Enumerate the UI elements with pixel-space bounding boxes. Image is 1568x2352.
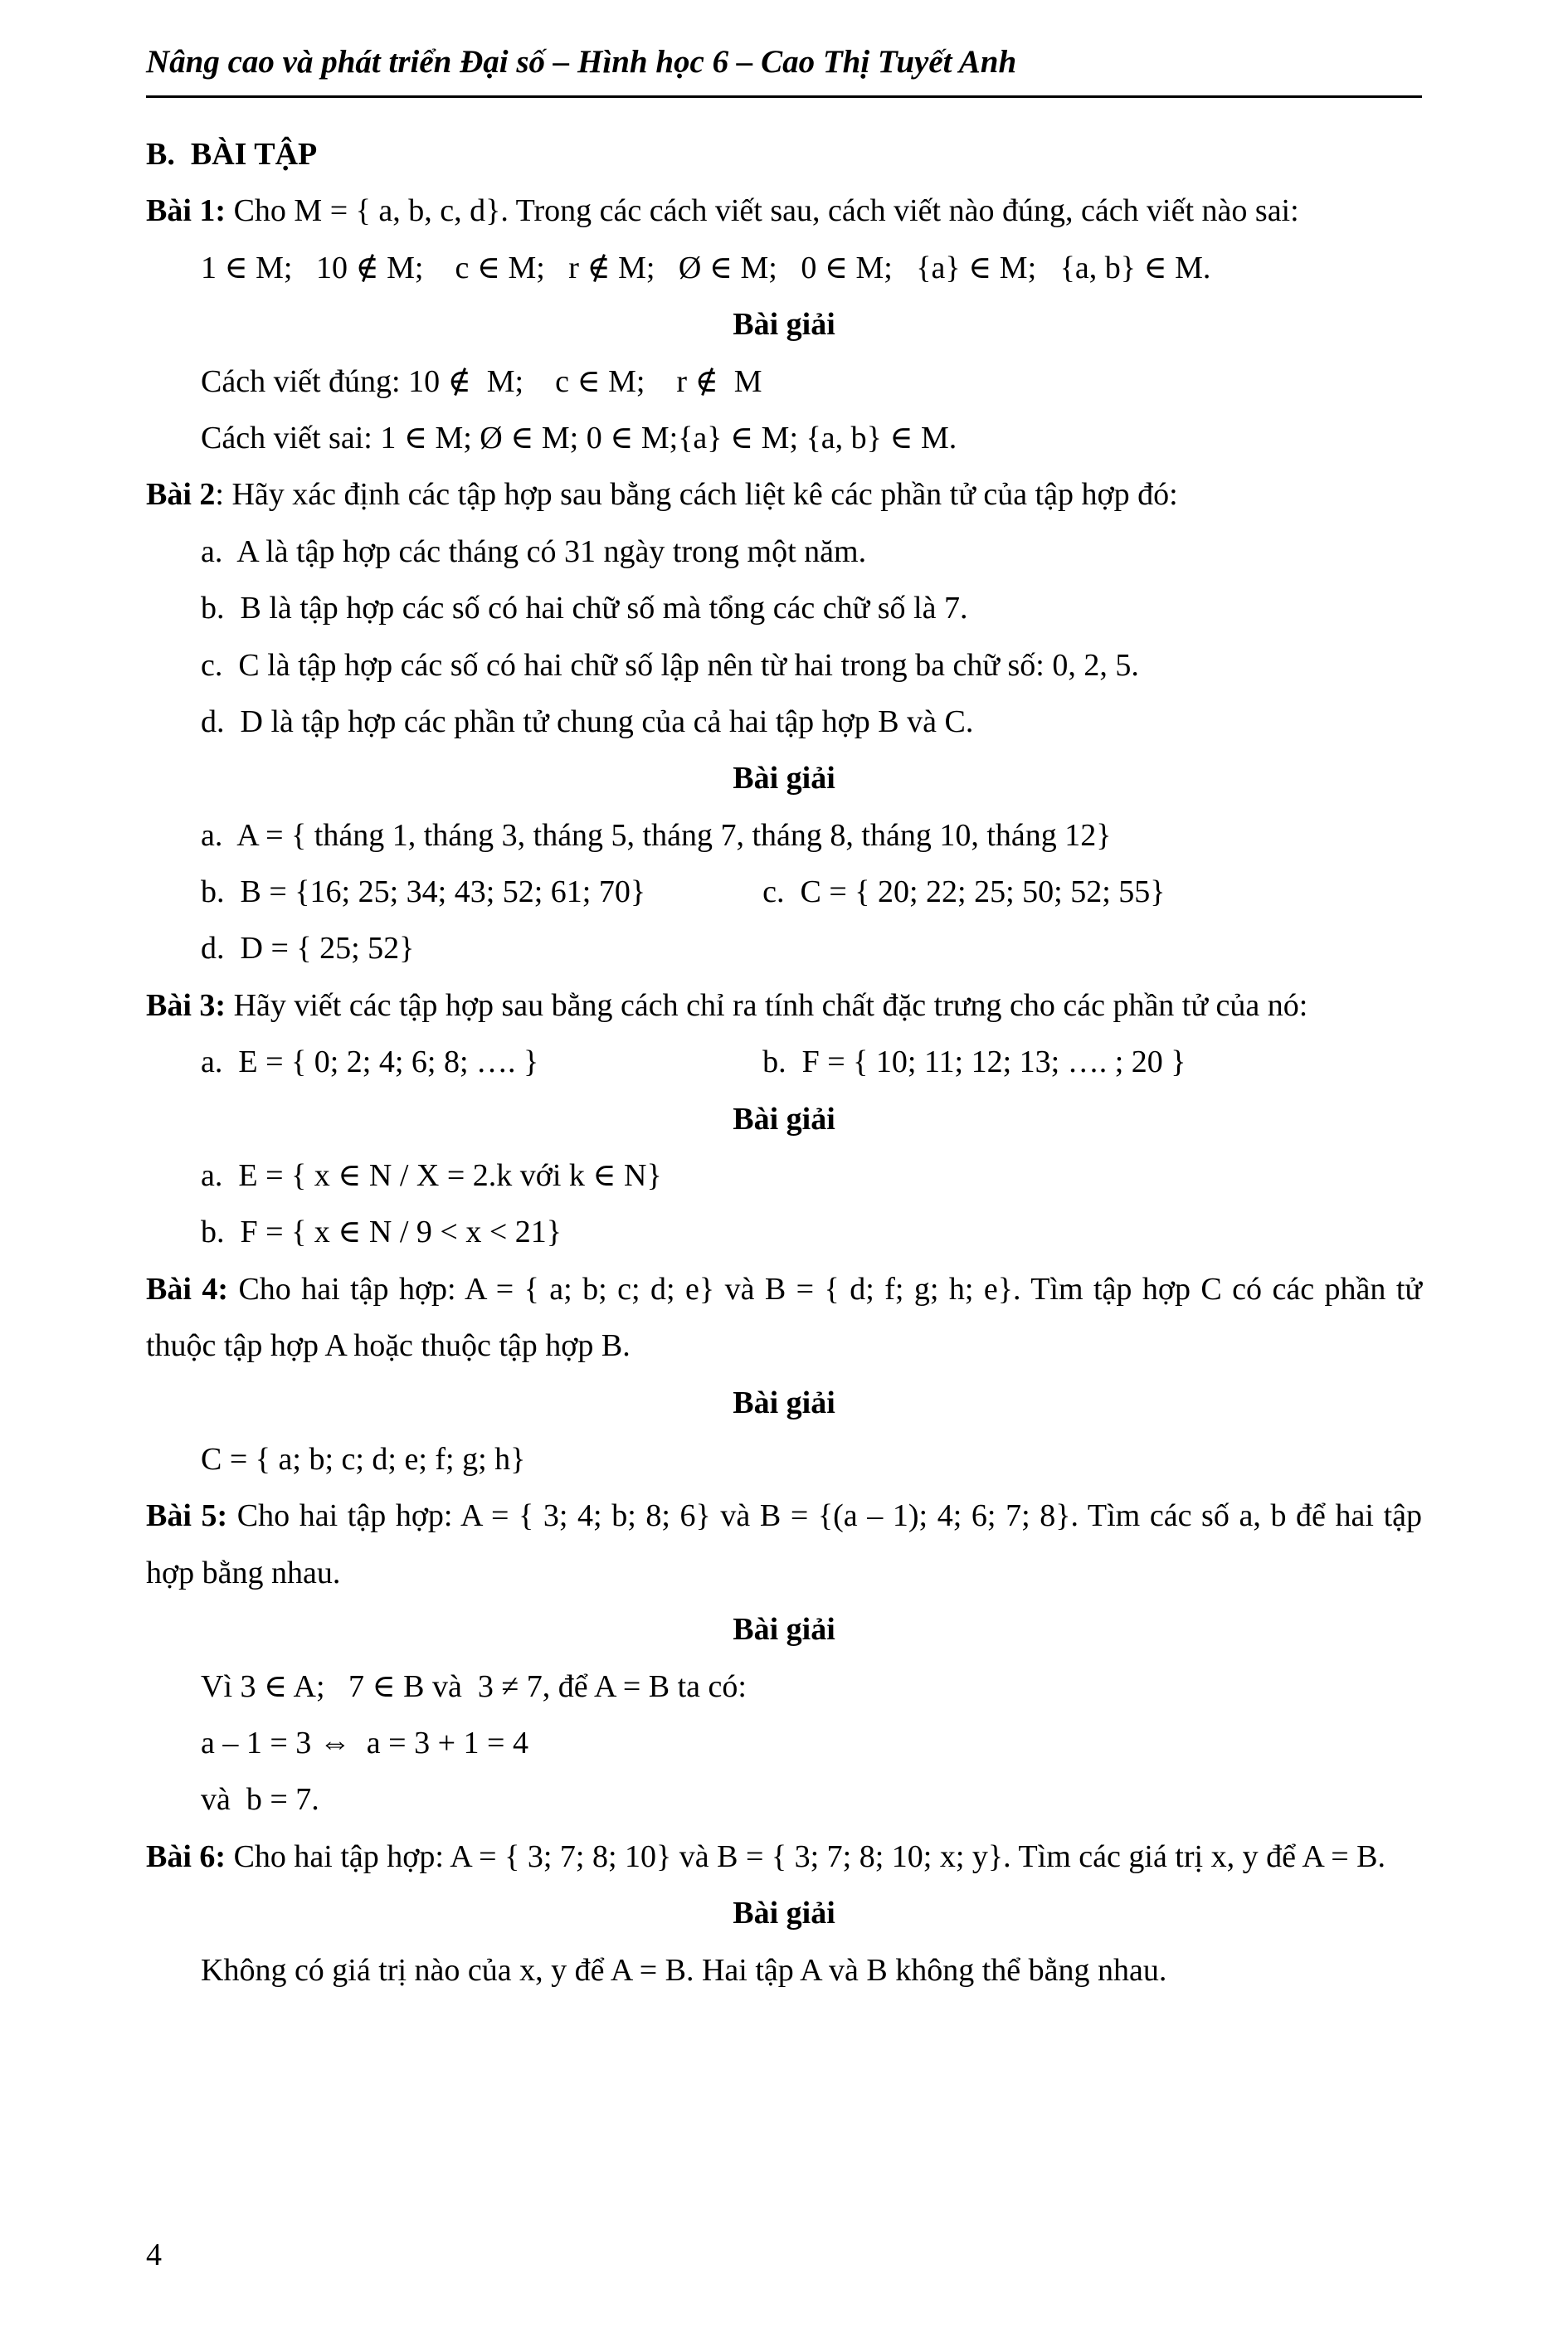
problem-6-text: Cho hai tập hợp: A = { 3; 7; 8; 10} và B = { 3; 7; 8; 10; x; y}. Tìm các giá trị x, y để A = B.: [226, 1838, 1385, 1874]
problem-3-items-ab-right: b. F = { 10; 11; 12; 13; …. ; 20 }: [762, 1045, 1186, 1080]
problem-4-label: Bài 4:: [146, 1271, 228, 1307]
problem-1: [146, 183, 1422, 239]
solution-heading-5: Bài giải: [733, 1612, 835, 1648]
solution-2-line-d: d. D = { 25; 52}: [201, 931, 415, 967]
problem-2-item-d: d. D là tập hợp các phần tử chung của cả hai tập hợp B và C.: [201, 704, 974, 739]
solution-2-line-bc: [146, 864, 1422, 920]
problem-2-text: : Hãy xác định các tập hợp sau bằng cách liệt kê các phần tử của tập hợp đó:: [215, 477, 1178, 513]
solution-heading-1: Bài giải: [733, 307, 835, 343]
solution-heading-4: Bài giải: [733, 1385, 835, 1420]
problem-4: [146, 1261, 1422, 1375]
problem-2-item-a: a. A là tập hợp các tháng có 31 ngày trong một năm.: [201, 533, 867, 569]
solution-heading-3: Bài giải: [733, 1101, 835, 1137]
solution-heading-2: Bài giải: [733, 761, 835, 796]
problem-2-item-b: b. B là tập hợp các số có hai chữ số mà tổng các chữ số là 7.: [201, 591, 968, 626]
problem-6: [146, 1829, 1422, 1885]
solution-2-line-bc-right: c. C = { 20; 22; 25; 50; 52; 55}: [762, 874, 1166, 910]
problem-3-items-ab: [146, 1034, 1422, 1090]
solution-6-line: Không có giá trị nào của x, y để A = B. Hai tập A và B không thể bằng nhau.: [201, 1952, 1167, 1988]
solution-3-line-a: a. E = { x ∈ N / X = 2.k với k ∈ N}: [201, 1158, 662, 1194]
problem-2: [146, 466, 1422, 523]
page-header: [146, 43, 1422, 98]
document-body: [146, 126, 1422, 1999]
solution-4-line: C = { a; b; c; d; e; f; g; h}: [201, 1441, 526, 1477]
solution-5-line-1: Vì 3 ∈ A; 7 ∈ B và 3 ≠ 7, để A = B ta có:: [201, 1668, 747, 1704]
solution-5-line-2: a – 1 = 3 ⇔ a = 3 + 1 = 4: [201, 1725, 528, 1760]
problem-5-label: Bài 5:: [146, 1498, 228, 1534]
problem-1-notation-line: 1 ∈ M; 10 ∉ M; c ∈ M; r ∉ M; Ø ∈ M; 0 ∈ M; {a} ∈ M; {a, b} ∈ M.: [201, 250, 1211, 285]
solution-3-line-b: b. F = { x ∈ N / 9 < x < 21}: [201, 1215, 562, 1250]
problem-5: [146, 1488, 1422, 1601]
header-title: Nâng cao và phát triển Đại số – Hình học 6 – Cao Thị Tuyết Anh: [146, 44, 1017, 80]
problem-3-text: Hãy viết các tập hợp sau bằng cách chỉ ra tính chất đặc trưng cho các phần tử của nó:: [226, 987, 1308, 1023]
solution-heading-6: Bài giải: [733, 1896, 835, 1931]
section-heading: B. BÀI TẬP: [146, 137, 318, 172]
problem-4-text: Cho hai tập hợp: A = { a; b; c; d; e} và B = { d; f; g; h; e}. Tìm tập hợp C có các phần tử thuộc tập hợp A hoặc thuộc tập hợp B.: [146, 1271, 1422, 1364]
problem-3: [146, 977, 1422, 1034]
problem-1-text: Cho M = { a, b, c, d}. Trong các cách viết sau, cách viết nào đúng, cách viết nào sai:: [226, 193, 1299, 229]
problem-5-text: Cho hai tập hợp: A = { 3; 4; b; 8; 6} và B = {(a – 1); 4; 6; 7; 8}. Tìm các số a, b để hai tập hợp bằng nhau.: [146, 1498, 1423, 1590]
problem-1-label: Bài 1:: [146, 193, 226, 229]
solution-1-line-2: Cách viết sai: 1 ∈ M; Ø ∈ M; 0 ∈ M;{a} ∈ M; {a, b} ∈ M.: [201, 420, 957, 455]
page-number: 4: [146, 2238, 162, 2272]
solution-2-line-bc-left: b. B = {16; 25; 34; 43; 52; 61; 70}: [201, 874, 646, 910]
problem-3-label: Bài 3:: [146, 987, 226, 1023]
solution-5-line-3: và b = 7.: [201, 1782, 319, 1818]
problem-6-label: Bài 6:: [146, 1838, 226, 1874]
solution-1-line-1: Cách viết đúng: 10 ∉ M; c ∈ M; r ∉ M: [201, 363, 762, 399]
solution-2-line-a: a. A = { tháng 1, tháng 3, tháng 5, tháng 7, tháng 8, tháng 10, tháng 12}: [201, 817, 1112, 853]
problem-2-item-c: c. C là tập hợp các số có hai chữ số lập nên từ hai trong ba chữ số: 0, 2, 5.: [201, 647, 1139, 683]
problem-3-items-ab-left: a. E = { 0; 2; 4; 6; 8; …. }: [201, 1045, 539, 1080]
problem-2-label: Bài 2: [146, 477, 216, 513]
